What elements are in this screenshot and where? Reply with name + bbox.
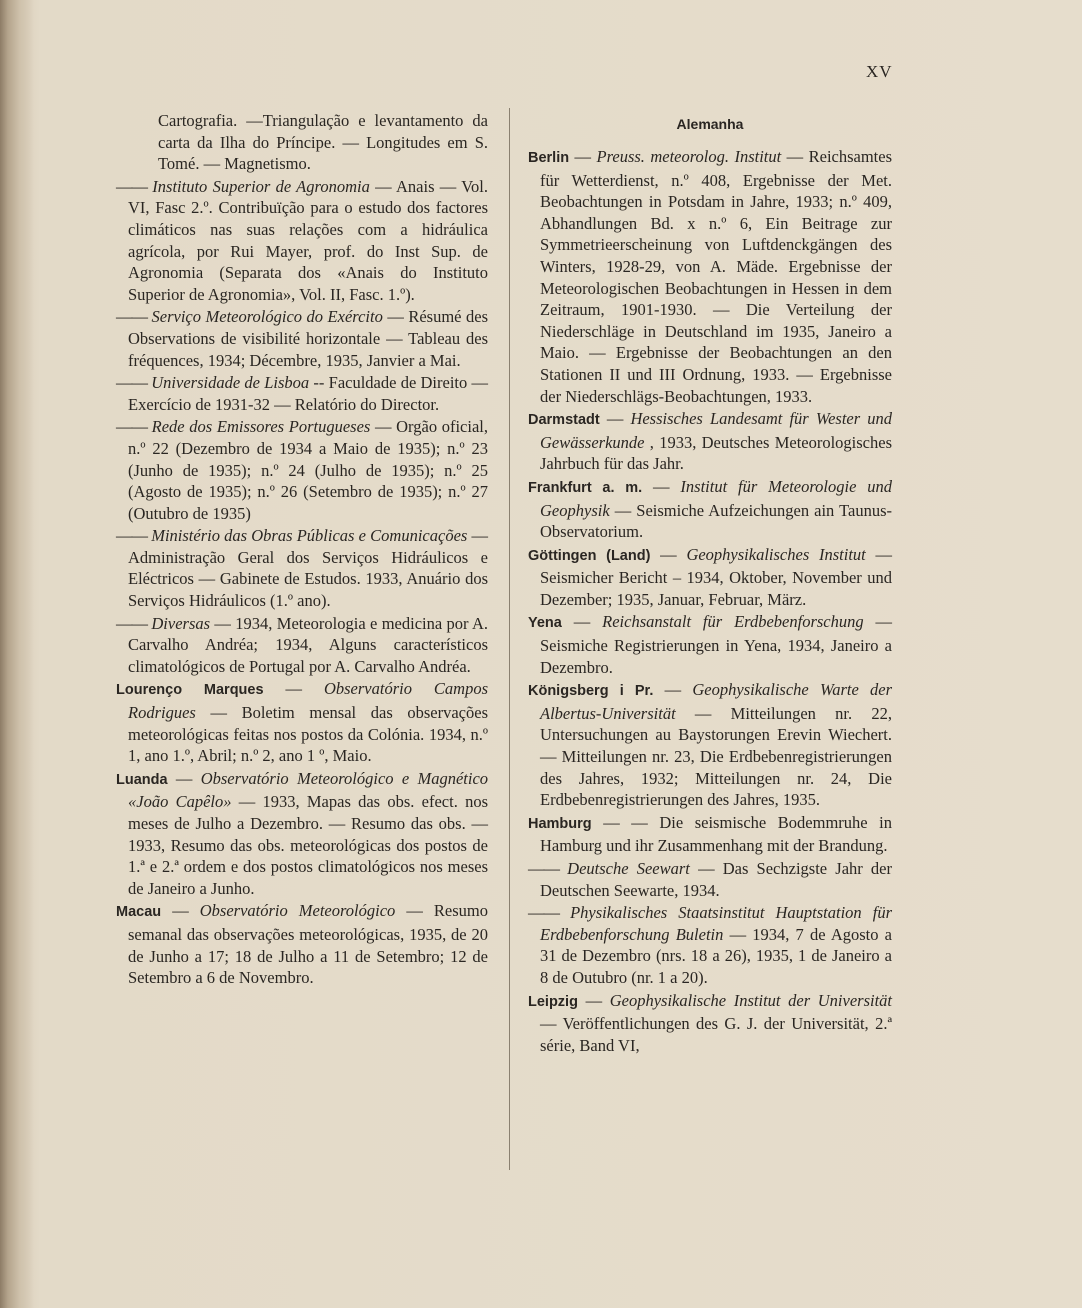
- entry-institution: Observatório Campos Rodrigues: [128, 679, 488, 723]
- entry-text: — Seismiche Aufzeichungen ain Taunus-Observatorium.: [540, 500, 892, 542]
- entry-text: — Résumé des Observations de visibilité horizontale — Tableau des fréquences, 1934; Décembre, 1935, Janvier a Mai.: [128, 307, 489, 370]
- bibliography-entry: Leipzig — Geophysikalische Institut der Universität — Veröffentlichungen des G. J. der Universität, 2.ª série, Band VI,: [528, 990, 893, 1055]
- entry-institution: Diversas: [151, 613, 211, 633]
- entry-dash: ——: [116, 417, 147, 437]
- bibliography-entry: [116, 176, 488, 306]
- entry-institution: Institut für Meteorologie und Geophysik: [540, 476, 893, 520]
- entry-dash: ——: [116, 307, 147, 327]
- page-number: XV: [866, 62, 893, 81]
- bibliography-entry: Darmstadt — Hessisches Landesamt für Wester und Gewässerkunde , 1933, Deutsches Meteorologisches Jahrbuch für das Jahr.: [528, 409, 893, 474]
- right-entries: [528, 146, 892, 1056]
- bibliography-entry: [528, 858, 892, 901]
- entry-text: , 1933, Deutsches Meteorologisches Jahrbuch für das Jahr.: [540, 432, 893, 474]
- entry-text: — 1933, Mapas das obs. efect. nos meses de Julho a Dezembro. — Resumo das obs. — 1933, Resumo das obs. meteorológicas dos postos de 1.ª e 2.ª ordem e dos postos climatológicos nos meses de Janeiro a Junho.: [128, 792, 488, 898]
- page-binding-shadow: [0, 0, 34, 1308]
- bibliography-entry: [528, 902, 892, 988]
- entry-institution: Ministério das Obras Públicas e Comunicações: [151, 526, 468, 546]
- entry-text: Cartografia. —Triangulação e levantamento da carta da Ilha do Príncipe. — Longitudes em S. Tomé. — Magnetismo.: [158, 111, 488, 174]
- entry-text: — 1934, Meteorologia e medicina por A. Carvalho Andréa; 1934, Alguns característicos climatológicos de Portugal por A. Carvalho Andréa.: [128, 613, 489, 676]
- entry-dash: ——: [116, 613, 147, 633]
- entry-dash: ——: [116, 373, 147, 393]
- entry-text: — Die seismische Bodemmruhe in Hamburg und ihr Zusammenhang mit der Brandung.: [540, 812, 892, 856]
- left-column: [116, 110, 488, 990]
- bibliography-entry: Berlin — Preuss. meteorolog. Institut — Reichsamtes für Wetterdienst, n.º 408, Ergebnisse der Met. Beobachtungen in Potsdam in Jahre, 1933; n.º 409, Abhandlungen Bd. x n.º 6, Ein Beitrage zur Symmetrieerscheinung von Luftdenckgängen des Winters, 1928-29, von A. Mäde. Ergebnisse der Meteorologischen Beobachtungen in Hessen in dem Zeitraum, 1901-1930. — Die Verteilung der Niederschläge in Deutschland im 1935, Janeiro a Maio. — Ergebnisse der Beobachtungen an den Stationen II und III Ordnung, 1933. — Ergebnisse der Niederschlägs-Beobachtungen, 1933.: [528, 147, 893, 406]
- entry-text: — Das Sechzigste Jahr der Deutschen Seewarte, 1934.: [540, 859, 893, 900]
- entry-institution: Geophysikalisches Institut: [686, 544, 866, 564]
- bibliography-entry: [116, 306, 488, 371]
- bibliography-entry: Frankfurt a. m. — Institut für Meteorologie und Geophysik — Seismiche Aufzeichungen ain Taunus-Observatorium.: [528, 476, 893, 542]
- bibliography-entry: [116, 372, 488, 415]
- bibliography-entry: Yena — Reichsanstalt für Erdbebenforschung — Seismiche Registrierungen in Yena, 1934, Janeiro a Dezembro.: [528, 612, 893, 677]
- entry-text: — Seismicher Bericht – 1934, Oktober, November und Dezember; 1935, Januar, Februar, März.: [540, 544, 893, 609]
- entry-text: — Seismiche Registrierungen in Yena, 1934, Janeiro a Dezembro.: [540, 612, 893, 677]
- entry-place: Göttingen (Land): [528, 547, 651, 564]
- bibliography-entry: Macau — Observatório Meteorológico — Resumo semanal das observações meteorológicas, 1935, de 20 de Junho a 17; 18 de Julho a 11 de Setembro; 12 de Setembro a 6 de Novembro.: [116, 901, 488, 988]
- entry-institution: Observatório Meteorológico e Magnético «João Capêlo»: [128, 768, 489, 812]
- entry-institution: Reichsanstalt für Erdbebenforschung: [602, 612, 864, 632]
- entry-text: — Administração Geral dos Serviços Hidráulicos e Eléctricos — Gabinete de Estudos. 1933, Anuário dos Serviços Hidráulicos (1.º ano).: [128, 526, 489, 611]
- entry-text: -- Faculdade de Direito — Exercício de 1931-32 — Relatório do Director.: [128, 373, 489, 414]
- entry-dash: ——: [116, 526, 147, 546]
- entry-institution: Preuss. meteorolog. Institut: [596, 147, 782, 166]
- entry-institution: Instituto Superior de Agronomia: [152, 176, 370, 196]
- bibliography-entry: Luanda — Observatório Meteorológico e Magnético «João Capêlo» — 1933, Mapas das obs. efect. nos meses de Julho a Dezembro. — Resumo das obs. — 1933, Resumo das obs. meteorológicas dos postos de 1.ª e 2.ª ordem e dos postos climatológicos nos meses de Janeiro a Junho.: [116, 768, 489, 898]
- entry-place: Frankfurt a. m.: [528, 479, 643, 496]
- entry-text: — 1934, 7 de Agosto a 31 de Dezembro (nrs. 18 a 26), 1935, 1 de Janeiro a 8 de Outubro (nr. 1 a 20).: [540, 924, 892, 987]
- bibliography-entry: Königsberg i Pr. — Geophysikalische Warte der Albertus-Universität — Mitteilungen nr. 22, Untersuchungen au Baystorungen Erevin Wiechert. — Mitteilungen nr. 23, Die Erdbebenregistrierungen des Jahres, 1932; Mitteilungen nr. 24, Die Erdbebenregistrierungen des Jahres, 1935.: [528, 680, 893, 810]
- entry-text: — Orgão oficial, n.º 22 (Dezembro de 1934 a Maio de 1935); n.º 23 (Junho de 1935); n.º 24 (Julho de 1935); n.º 25 (Agosto de 1935); n.º 26 (Setembro de 1935); n.º 27 (Outubro de 1935): [128, 417, 488, 523]
- entry-place: Königsberg i Pr.: [528, 683, 654, 700]
- entry-institution: Rede dos Emissores Portugueses: [151, 417, 371, 437]
- entry-text: — Reichsamtes für Wetterdienst, n.º 408, Ergebnisse der Met. Beobachtungen in Potsdam in Jahre, 1933; n.º 409, Abhandlungen Bd. x n.º 6, Ein Beitrage zur Symmetrieerscheinung von Luftdenckgängen des Winters, 1928-29, von A. Mäde. Ergebnisse der Meteorologischen Beobachtungen in Hessen in dem Zeitraum, 1901-1930. — Die Verteilung der Niederschläge in Deutschland im 1935, Janeiro a Maio. — Ergebnisse der Beobachtungen an den Stationen II und III Ordnung, 1933. — Ergebnisse der Niederschlägs-Beobachtungen, 1933.: [540, 147, 893, 406]
- entry-place: Macau: [116, 904, 162, 921]
- right-column: [528, 110, 892, 1057]
- bibliography-entry: [116, 613, 488, 678]
- entry-place: Luanda: [116, 771, 168, 788]
- entry-place: Darmstadt: [528, 412, 600, 429]
- entry-text: — Resumo semanal das observações meteorológicas, 1935, de 20 de Junho a 17; 18 de Julho a 11 de Setembro; 12 de Setembro a 6 de Novembro.: [128, 901, 488, 988]
- entry-institution: Universidade de Lisboa: [151, 373, 310, 393]
- entry-text: — Veröffentlichungen des G. J. der Universität, 2.ª série, Band VI,: [540, 1014, 892, 1055]
- entry-place: Leipzig: [528, 993, 578, 1010]
- entry-text: — Anais — Vol. VI, Fasc 2.º. Contribuïção para o estudo dos factores climáticos nas suas relações com a hidráulica agrícola, por Rui Mayer, prof. do Inst Sup. de Agronomia (Separata dos «Anais do Instituto Superior de Agronomia», Vol. II, Fasc. 1.º).: [128, 176, 489, 304]
- entry-dash: ——: [528, 859, 559, 878]
- bibliography-entry: Göttingen (Land) — Geophysikalisches Institut — Seismicher Bericht – 1934, Oktober, November und Dezember; 1935, Januar, Februar, März.: [528, 544, 893, 609]
- entry-place: Berlin: [528, 150, 570, 166]
- entry-place: Lourenço Marques: [116, 682, 264, 699]
- entry-institution: Geophysikalische Warte der Albertus-Universität: [540, 680, 893, 723]
- entry-institution: Serviço Meteorológico do Exército: [151, 307, 383, 327]
- entry-dash: ——: [528, 903, 559, 923]
- bibliography-entry: [116, 416, 488, 524]
- section-heading: Alemanha: [676, 116, 744, 132]
- entry-institution: Physikalisches Staatsinstitut Hauptstation für Erdbebenforschung Buletin: [540, 903, 892, 944]
- entry-institution: Deutsche Seewart: [567, 859, 690, 878]
- entry-institution: Geophysikalische Institut der Universität: [609, 990, 893, 1010]
- column-divider: [509, 108, 510, 1170]
- entry-institution: Observatório Meteorológico: [199, 901, 396, 921]
- bibliography-entry: [116, 525, 488, 611]
- entry-institution: Hessisches Landesamt für Wester und Gewässerkunde: [540, 409, 892, 452]
- bibliography-entry: Lourenço Marques — Observatório Campos Rodrigues — Boletim mensal das observações meteorológicas feitas nos postos da Colónia. 1934, n.º 1, ano 1.º, Abril; n.º 2, ano 1 º, Maio.: [116, 679, 488, 766]
- entry-place: Hamburg: [528, 815, 592, 832]
- bibliography-entry: [116, 110, 488, 175]
- entry-dash: ——: [116, 176, 147, 196]
- entry-place: Yena: [528, 615, 562, 632]
- bibliography-entry: Hamburg — — Die seismische Bodemmruhe in Hamburg und ihr Zusammenhang mit der Brandung.: [528, 812, 892, 856]
- entry-text: — Mitteilungen nr. 22, Untersuchungen au Baystorungen Erevin Wiechert. — Mitteilungen nr. 23, Die Erdbebenregistrierungen des Jahres, 1932; Mitteilungen nr. 24, Die Erdbebenregistrierungen des Jahres, 1935.: [540, 703, 893, 810]
- entry-text: — Boletim mensal das observações meteorológicas feitas nos postos da Colónia. 1934, n.º 1, ano 1.º, Abril; n.º 2, ano 1 º, Maio.: [128, 703, 488, 766]
